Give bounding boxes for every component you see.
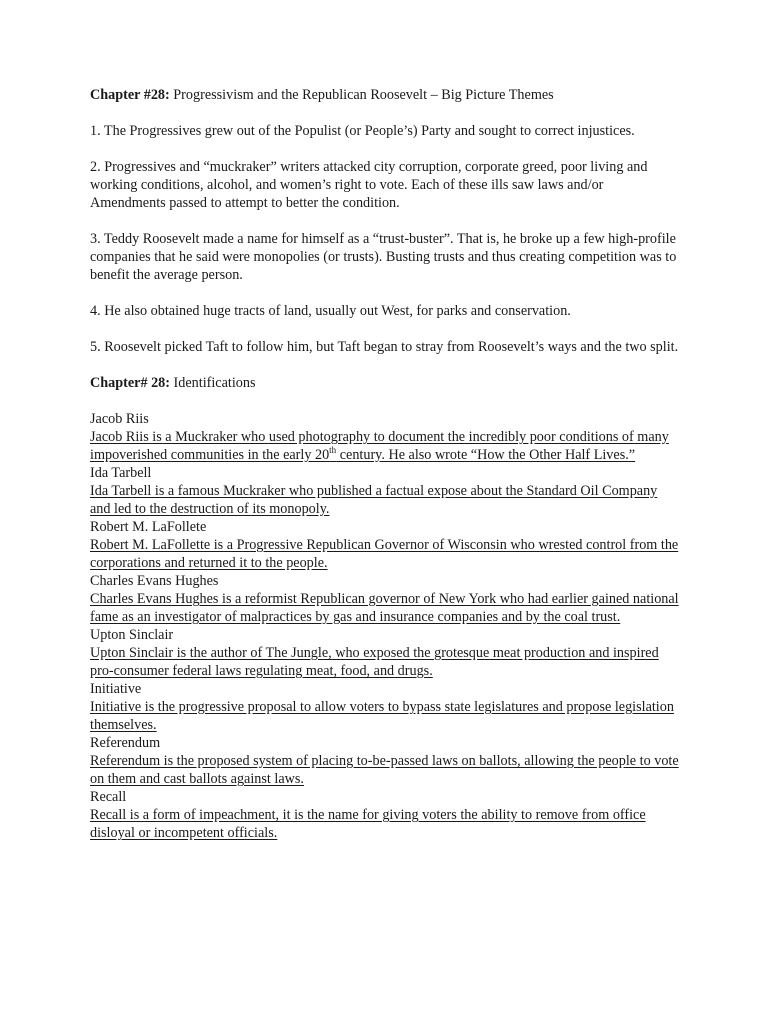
identifications-heading <box>90 374 680 392</box>
term-charles-evans-hughes: Charles Evans Hughes <box>90 573 219 589</box>
definition-jacob-riis-superscript: th <box>329 445 337 455</box>
theme-item-5: 5. Roosevelt picked Taft to follow him, but Taft began to stray from Roosevelt’s ways and the two split. <box>90 339 679 355</box>
term-initiative: Initiative <box>90 681 142 697</box>
theme-item-4: 4. He also obtained huge tracts of land, usually out West, for parks and conservation. <box>90 303 571 319</box>
term-ida-tarbell: Ida Tarbell <box>90 465 152 481</box>
identifications-list <box>90 410 680 842</box>
identifications-heading-label: Chapter# 28: <box>90 375 170 391</box>
themes-heading <box>90 86 680 104</box>
definition-robert-lafollete: Robert M. LaFollette is a Progressive Republican Governor of Wisconsin who wrested control from the corporations and returned it to the people. <box>90 537 679 571</box>
theme-item-1: 1. The Progressives grew out of the Populist (or People’s) Party and sought to correct injustices. <box>90 123 635 139</box>
themes-heading-label: Chapter #28: <box>90 87 170 103</box>
definition-ida-tarbell: Ida Tarbell is a famous Muckraker who published a factual expose about the Standard Oil Company and led to the destruction of its monopoly. <box>90 483 658 517</box>
definition-jacob-riis <box>90 428 680 464</box>
term-jacob-riis: Jacob Riis <box>90 411 149 427</box>
theme-item-2: 2. Progressives and “muckraker” writers attacked city corruption, corporate greed, poor living and working conditions, alcohol, and women’s right to vote. Each of these ills saw laws and/or Amendments passed to attempt to better the condition. <box>90 159 648 211</box>
definition-jacob-riis-part-2: century. He also wrote “How the Other Half Lives.” <box>336 447 636 463</box>
document-page <box>90 86 680 842</box>
themes-heading-title: Progressivism and the Republican Roosevelt – Big Picture Themes <box>169 87 554 103</box>
theme-item-3: 3. Teddy Roosevelt made a name for himself as a “trust-buster”. That is, he broke up a few high-profile companies that he said were monopolies (or trusts). Busting trusts and thus creating competition was to benefit the average person. <box>90 231 677 283</box>
identifications-heading-title: Identifications <box>170 375 256 391</box>
definition-initiative: Initiative is the progressive proposal to allow voters to bypass state legislatures and propose legislation themselves. <box>90 699 674 733</box>
definition-charles-evans-hughes: Charles Evans Hughes is a reformist Republican governor of New York who had earlier gained national fame as an investigator of malpractices by gas and insurance companies and by the coal trust. <box>90 591 679 625</box>
definition-referendum: Referendum is the proposed system of placing to-be-passed laws on ballots, allowing the people to vote on them and cast ballots against laws. <box>90 753 679 787</box>
term-recall: Recall <box>90 789 127 805</box>
definition-upton-sinclair: Upton Sinclair is the author of The Jungle, who exposed the grotesque meat production and inspired pro-consumer federal laws regulating meat, food, and drugs. <box>90 645 659 679</box>
term-upton-sinclair: Upton Sinclair <box>90 627 174 643</box>
term-robert-lafollete: Robert M. LaFollete <box>90 519 207 535</box>
definition-recall: Recall is a form of impeachment, it is the name for giving voters the ability to remove from office disloyal or incompetent officials. <box>90 807 646 841</box>
term-referendum: Referendum <box>90 735 161 751</box>
definition-jacob-riis-part-1: Jacob Riis is a Muckraker who used photography to document the incredibly poor conditions of many impoverished communities in the early 20 <box>90 429 669 463</box>
